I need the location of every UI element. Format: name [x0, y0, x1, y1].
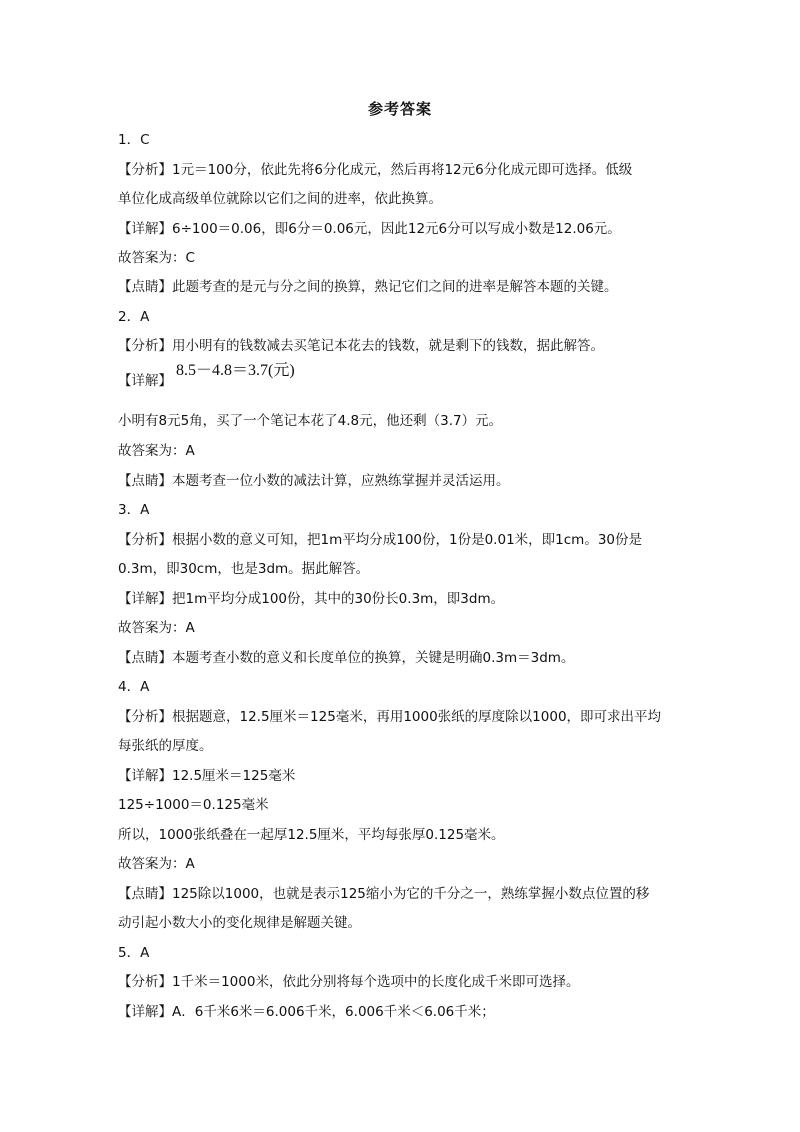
- q3-answer: 故答案为：A: [118, 620, 195, 636]
- q4-detail-line-2: 125÷1000＝0.125毫米: [118, 797, 269, 813]
- q3-number: 3．A: [118, 502, 150, 518]
- q5-number: 5．A: [118, 945, 150, 961]
- q4-analysis-line-1: 【分析】根据题意，12.5厘米＝125毫米，再用1000张纸的厚度除以1000，即可求出平均: [118, 709, 662, 725]
- q3-comment: 【点睛】本题考查小数的意义和长度单位的换算，关键是明确0.3m＝3dm。: [118, 650, 575, 666]
- q1-number: 1．C: [118, 132, 150, 148]
- q2-detail-label: 【详解】: [118, 373, 172, 389]
- q4-number: 4．A: [118, 679, 150, 695]
- q1-answer: 故答案为：C: [118, 250, 195, 266]
- q1-analysis-line-1: 【分析】1元＝100分，依此先将6分化成元，然后再将12元6分化成元即可选择。低级: [118, 162, 633, 178]
- q3-detail: 【详解】把1m平均分成100份，其中的30份长0.3m，即3dm。: [118, 591, 505, 607]
- q1-analysis-line-2: 单位化成高级单位就除以它们之间的进率，依此换算。: [118, 191, 442, 207]
- q3-analysis-line-1: 【分析】根据小数的意义可知，把1m平均分成100份，1份是0.01米，即1cm。30份是: [118, 532, 642, 548]
- q1-comment: 【点睛】此题考查的是元与分之间的换算，熟记它们之间的进率是解答本题的关键。: [118, 279, 618, 295]
- q2-formula: 8.5－4.8＝3.7(元): [176, 362, 295, 379]
- q2-answer: 故答案为：A: [118, 443, 195, 459]
- q1-detail: 【详解】6÷100＝0.06，即6分＝0.06元，因此12元6分可以写成小数是12.06元。: [118, 221, 621, 237]
- q5-detail: 【详解】A．6千米6米＝6.006千米，6.006千米＜6.06千米；: [118, 1004, 495, 1020]
- q2-number: 2．A: [118, 309, 150, 325]
- q2-detail-extra: 小明有8元5角，买了一个笔记本花了4.8元，他还剩（3.7）元。: [118, 413, 503, 429]
- q4-analysis-line-2: 每张纸的厚度。: [118, 738, 213, 754]
- q4-detail-line-3: 所以，1000张纸叠在一起厚12.5厘米，平均每张厚0.125毫米。: [118, 827, 505, 843]
- q4-comment-line-1: 【点睛】125除以1000，也就是表示125缩小为它的千分之一，熟练掌握小数点位置的移: [118, 886, 650, 902]
- q4-comment-line-2: 动引起小数大小的变化规律是解题关键。: [118, 915, 361, 931]
- q2-analysis: 【分析】用小明有的钱数减去买笔记本花去的钱数，就是剩下的钱数，据此解答。: [118, 338, 604, 354]
- q2-comment: 【点睛】本题考查一位小数的减法计算，应熟练掌握并灵活运用。: [118, 473, 510, 489]
- q3-analysis-line-2: 0.3m，即30cm，也是3dm。据此解答。: [118, 561, 370, 577]
- q4-answer: 故答案为：A: [118, 856, 195, 872]
- q5-analysis: 【分析】1千米＝1000米，依此分别将每个选项中的长度化成千米即可选择。: [118, 974, 580, 990]
- q4-detail-line-1: 【详解】12.5厘米＝125毫米: [118, 768, 296, 784]
- page-title: 参考答案: [367, 100, 432, 118]
